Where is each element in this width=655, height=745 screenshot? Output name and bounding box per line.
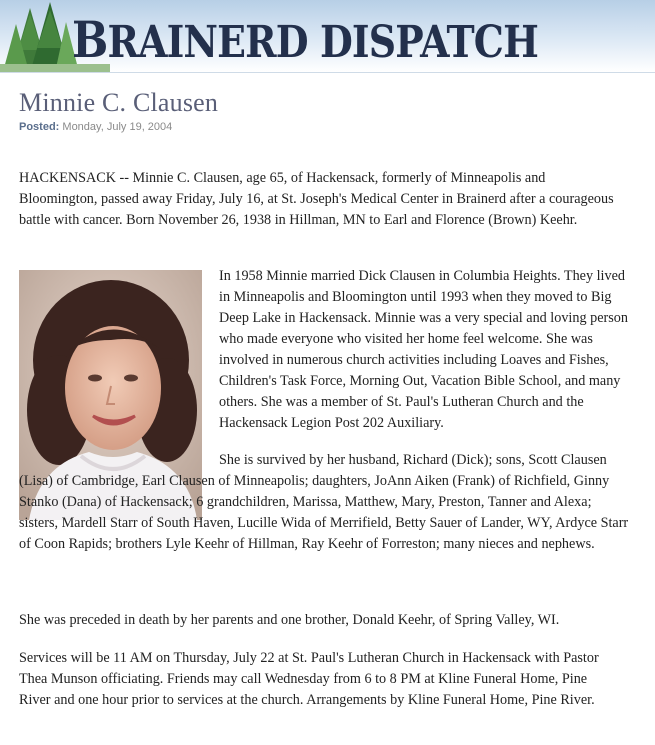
- masthead-title[interactable]: BRAINERD DISPATCH: [72, 10, 538, 69]
- posted-line: [19, 121, 639, 133]
- paragraph-marriage: In 1958 Minnie married Dick Clausen in Columbia Heights. They lived in Minneapolis and Bloomington until 1993 when they moved to Big Deep Lake in Hackensack. Minnie was a very special and loving person who made everyone who visited her home feel welcome. She was involved in numerous church activities including Loaves and Fishes, Children's Task Force, Morning Out, Vacation Bible School, and many others. She was a member of St. Paul's Lutheran Church and the Hackensack Legion Post 202 Auxiliary.: [219, 268, 628, 431]
- paragraph-services: Services will be 11 AM on Thursday, July 22 at St. Paul's Lutheran Church in Hackensack with Pastor Thea Munson officiating. Friends may call Wednesday from 6 to 8 PM at Kline Funeral Home, Pine River and one hour prior to services at the church. Arrangements by Kline Funeral Home, Pine River.: [19, 650, 599, 708]
- posted-date: Monday, July 19, 2004: [62, 121, 173, 133]
- paragraph-preceded: She was preceded in death by her parents and one brother, Donald Keehr, of Spring Valley, WI.: [19, 612, 560, 628]
- paragraph-survivors: She is survived by her husband, Richard (Dick); sons, Scott Clausen (Lisa) of Cambridge, Earl Clausen of Minneapolis; daughters, JoAnn Aiken (Frank) of Richfield, Ginny Stanko (Dana) of Hackensack; 6 grandchildren, Marissa, Matthew, Mary, Preston, Tanner and Alexa; sisters, Mardell Starr of South Haven, Lucille Wida of Merrifield, Betty Sauer of Lander, WY, Ardyce Starr of Coon Rapids; brothers Lyle Keehr of Hillman, Ray Keehr of Forreston; many nieces and nephews.: [19, 452, 629, 552]
- posted-label: Posted:: [19, 121, 60, 133]
- paragraph-intro: HACKENSACK -- Minnie C. Clausen, age 65, of Hackensack, formerly of Minneapolis and Bloomington, passed away Friday, July 16, at St. Joseph's Medical Center in Brainerd after a courageous battle with cancer. Born November 26, 1938 in Hillman, MN to Earl and Florence (Brown) Keehr.: [19, 170, 614, 228]
- article: [19, 88, 639, 708]
- masthead: [0, 0, 655, 73]
- article-headline: Minnie C. Clausen: [19, 88, 219, 117]
